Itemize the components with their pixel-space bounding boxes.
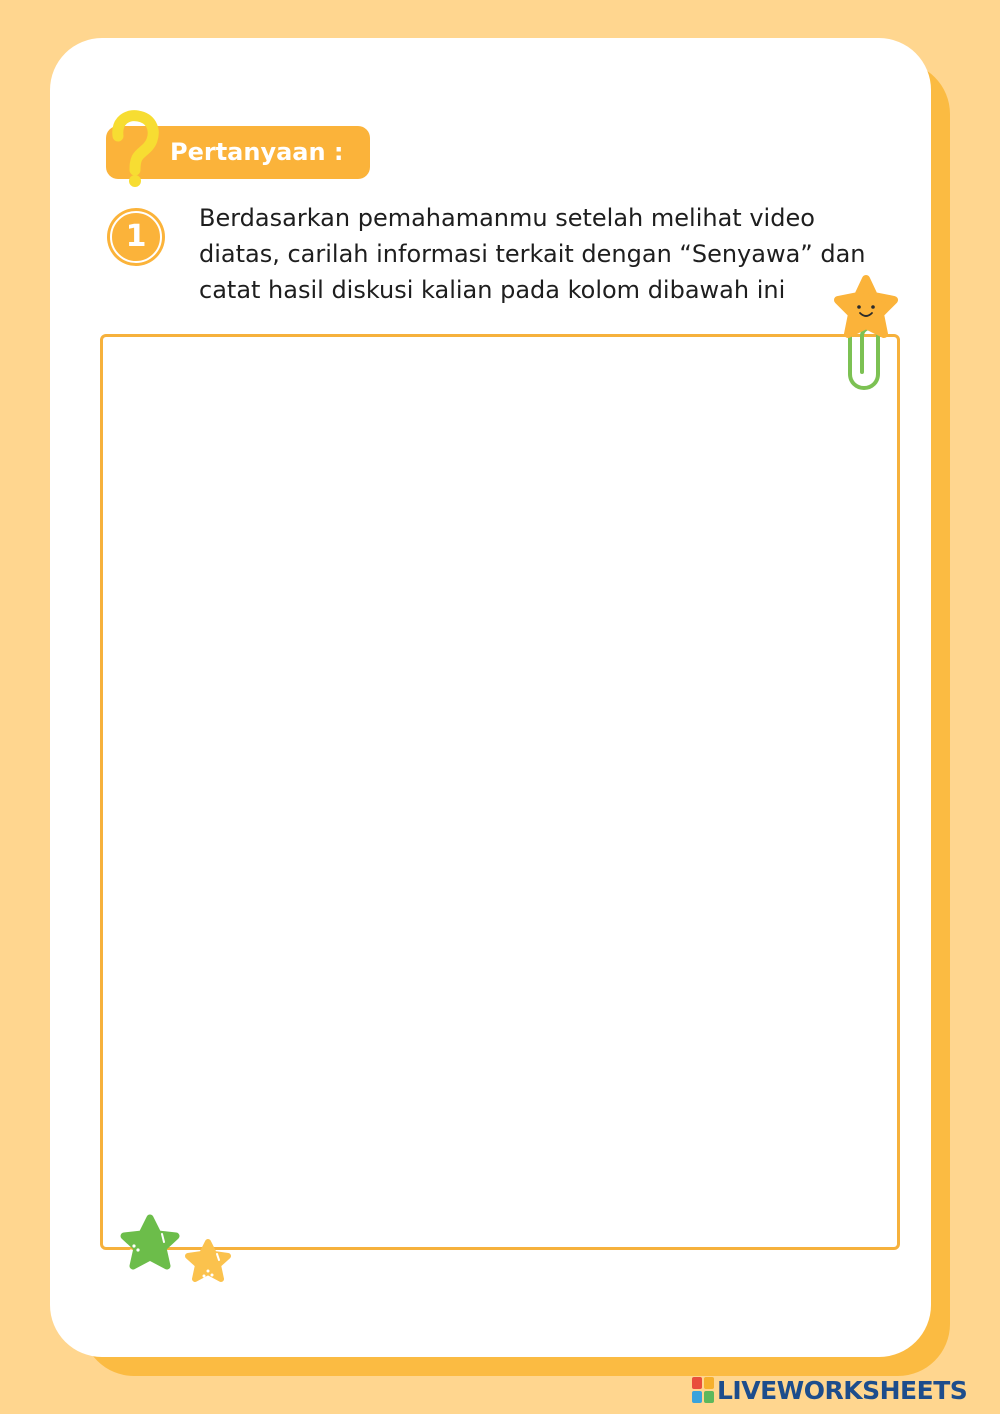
question-header-label: Pertanyaan : [170, 138, 344, 166]
question-mark-icon [104, 108, 160, 188]
brand-name: LIVEWORKSHEETS [717, 1375, 968, 1405]
answer-box[interactable] [100, 334, 900, 1250]
liveworksheets-brand [692, 1374, 967, 1406]
paperclip-star-icon [826, 274, 906, 396]
question-number-badge [105, 206, 167, 268]
liveworksheets-logo-icon [692, 1377, 714, 1403]
stars-decoration-icon [116, 1210, 242, 1294]
question-number: 1 [125, 219, 147, 254]
question-text: Berdasarkan pemahamanmu setelah melihat video diatas, carilah informasi terkait dengan “Senyawa” dan catat hasil diskusi kalian pada kolom dibawah ini [199, 204, 866, 304]
